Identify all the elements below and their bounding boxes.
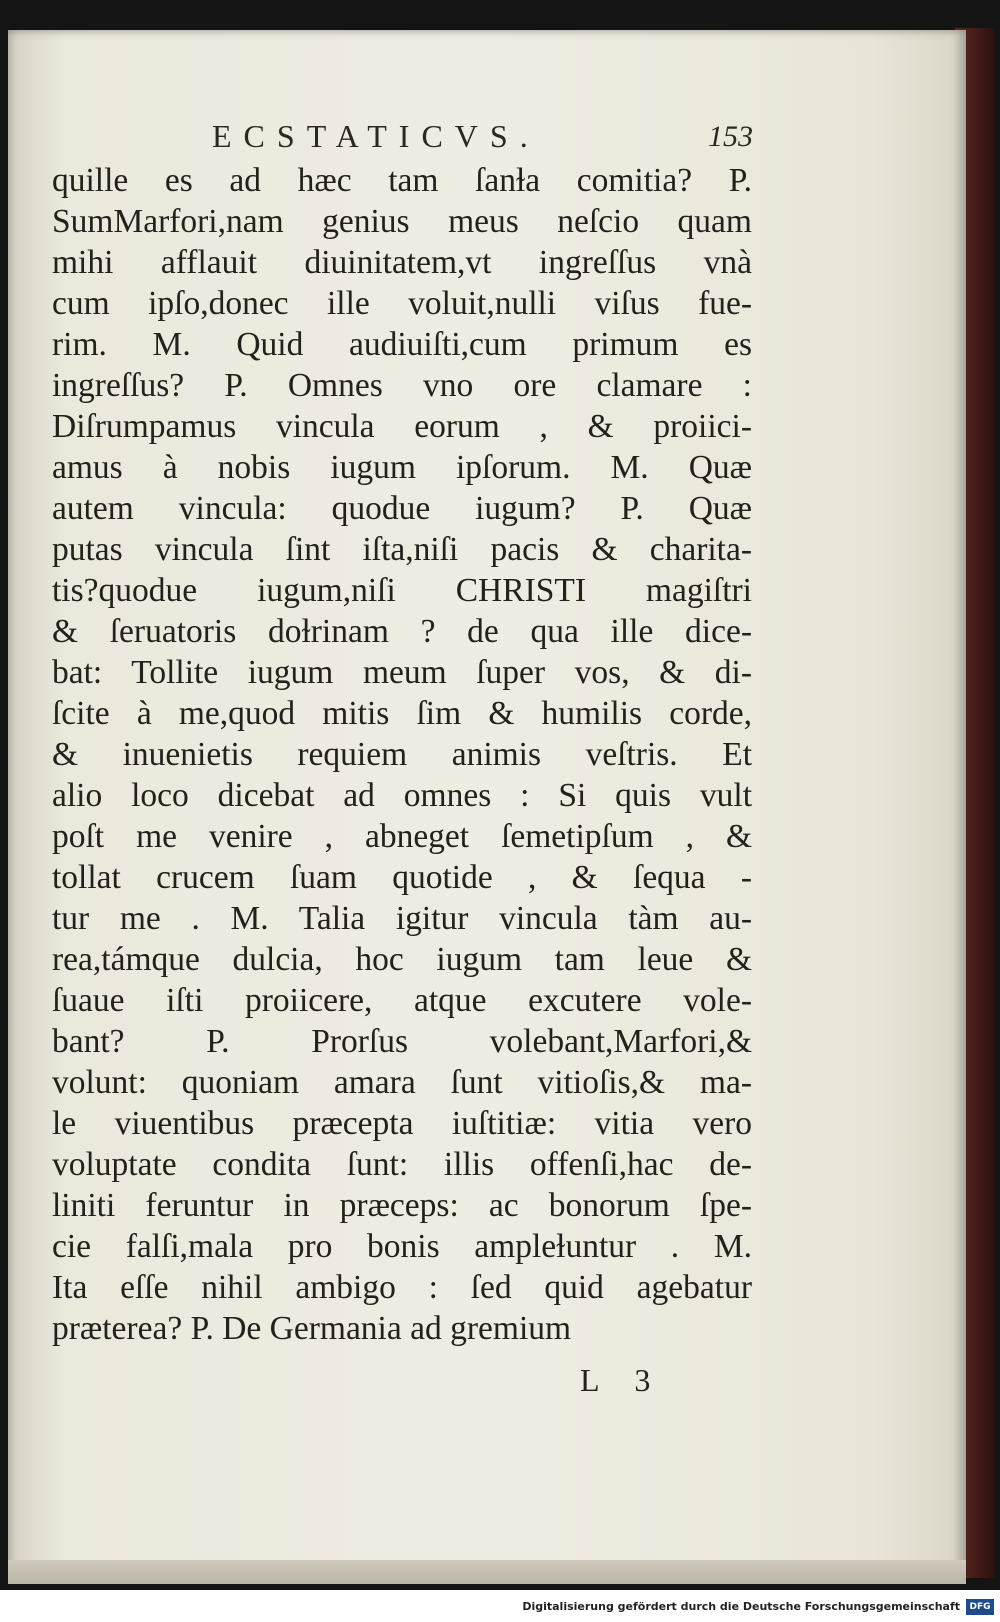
text-line: quille es ad hæc tam ſanɫa comitia? P.	[52, 162, 752, 199]
text-line: putas vincula ſint iſta,niſi pacis & charita-	[52, 531, 752, 568]
text-line: ingreſſus? P. Omnes vno ore clamare :	[52, 367, 752, 404]
text-line: rim. M. Quid audiuiſti,cum primum es	[52, 326, 752, 363]
digitization-footer	[0, 1598, 1000, 1620]
text-line: Diſrumpamus vincula eorum , & proiici-	[52, 408, 752, 445]
text-line: voluptate condita ſunt: illis offenſi,hac de-	[52, 1146, 752, 1183]
text-line: & ſeruatoris doɫrinam ? de qua ille dice-	[52, 613, 752, 650]
page-bottom-edge	[8, 1560, 966, 1584]
text-line: & inuenietis requiem animis veſtris. Et	[52, 736, 752, 773]
page-header	[0, 118, 1000, 158]
signature-mark: L 3	[580, 1362, 665, 1398]
text-line: liniti feruntur in præceps: ac bonorum ſpe-	[52, 1187, 752, 1224]
text-line: tollat crucem ſuam quotide , & ſequa -	[52, 859, 752, 896]
text-line: tur me . M. Talia igitur vincula tàm au-	[52, 900, 752, 937]
text-line: cie falſi,mala pro bonis ampleɫuntur . M.	[52, 1228, 752, 1265]
text-line: cum ipſo,donec ille voluit,nulli viſus fue-	[52, 285, 752, 322]
text-line: tis?quodue iugum,niſi CHRISTI magiſtri	[52, 572, 752, 609]
text-line: volunt: quoniam amara ſunt vitioſis,& ma-	[52, 1064, 752, 1101]
text-line: præterea? P. De Germania ad gremium	[52, 1310, 572, 1347]
text-line: amus à nobis iugum ipſorum. M. Quæ	[52, 449, 752, 486]
text-line: autem vincula: quodue iugum? P. Quæ	[52, 490, 752, 527]
text-line: alio loco dicebat ad omnes : Si quis vult	[52, 777, 752, 814]
body-text	[52, 160, 752, 1349]
text-line: Ita eſſe nihil ambigo : ſed quid agebatur	[52, 1269, 752, 1306]
footer-credit: Digitalisierung gefördert durch die Deutsche Forschungsgemeinschaft	[522, 1600, 960, 1613]
text-line: mihi afflauit diuinitatem,vt ingreſſus vnà	[52, 244, 752, 281]
dfg-logo-icon: DFG	[966, 1599, 994, 1615]
text-line: bant? P. Prorſus volebant,Marfori,&	[52, 1023, 752, 1060]
text-line: ſuaue iſti proiicere, atque excutere vole-	[52, 982, 752, 1019]
text-line: rea,támque dulcia, hoc iugum tam leue &	[52, 941, 752, 978]
text-line: poſt me venire , abneget ſemetipſum , &	[52, 818, 752, 855]
page-number: 153	[708, 120, 753, 153]
text-line: bat: Tollite iugum meum ſuper vos, & di-	[52, 654, 752, 691]
text-line: ſcite à me,quod mitis ſim & humilis corde,	[52, 695, 752, 732]
running-head: ECSTATICVS.	[212, 118, 540, 154]
text-line: le viuentibus præcepta iuſtitiæ: vitia vero	[52, 1105, 752, 1142]
text-line: SumMarfori,nam genius meus neſcio quam	[52, 203, 752, 240]
